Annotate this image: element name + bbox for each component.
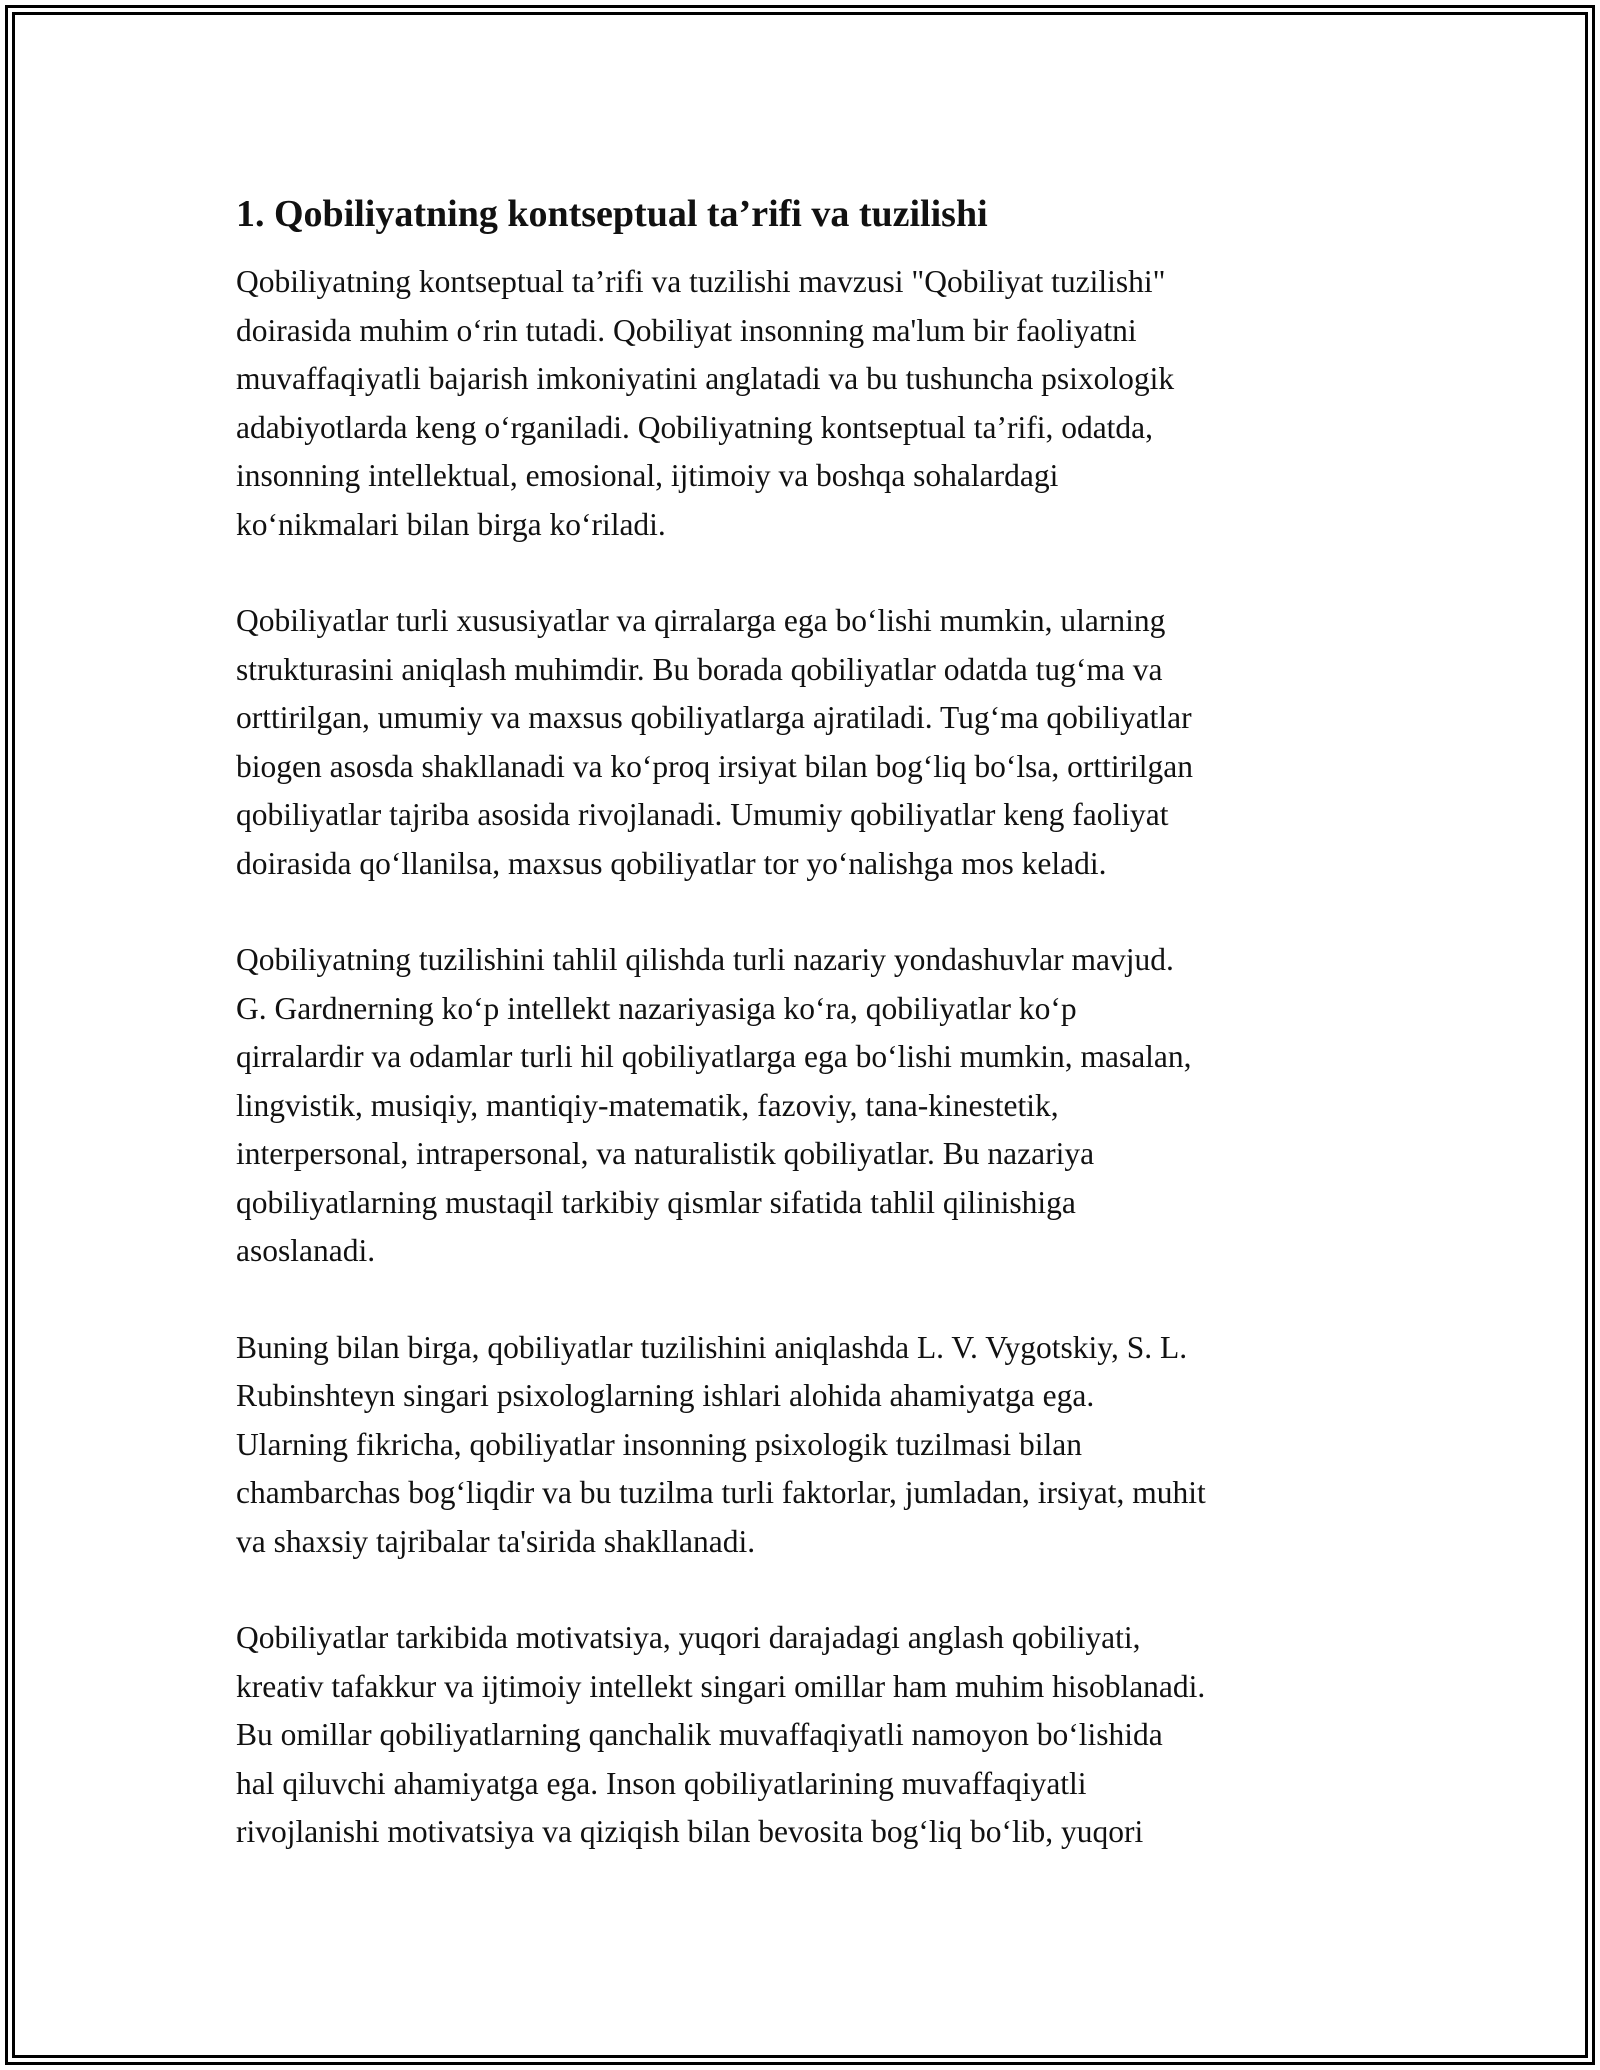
- text-line: qobiliyatlar tajriba asosida rivojlanadi. Umumiy qobiliyatlar keng faoliyat: [236, 797, 1169, 832]
- text-line: doirasida qo‘llanilsa, maxsus qobiliyatlar tor yo‘nalishga mos keladi.: [236, 845, 1107, 881]
- text-line: qirralardir va odamlar turli hil qobiliyatlarga ega bo‘lishi mumkin, masalan,: [236, 1039, 1192, 1074]
- text-line: Ularning fikricha, qobiliyatlar insonning psixologik tuzilmasi bilan: [236, 1426, 1082, 1462]
- text-line: insonning intellektual, emosional, ijtimoiy va boshqa sohalardagi: [236, 458, 1059, 493]
- text-line: rivojlanishi motivatsiya va qiziqish bilan bevosita bog‘liq bo‘lib, yuqori: [236, 1814, 1144, 1849]
- text-line: asoslanadi.: [236, 1233, 376, 1268]
- paragraph-5: [236, 1614, 1376, 1857]
- text-line: G. Gardnerning ko‘p intellekt nazariyasiga ko‘ra, qobiliyatlar ko‘p: [236, 990, 1077, 1026]
- paragraph-4: [236, 1324, 1376, 1567]
- text-line: lingvistik, musiqiy, mantiqiy-matematik, fazoviy, tana-kinestetik,: [236, 1087, 1059, 1123]
- text-line: biogen asosda shakllanadi va ko‘proq irsiyat bilan bog‘liq bo‘lsa, orttirilgan: [236, 748, 1194, 784]
- text-line: orttirilgan, umumiy va maxsus qobiliyatlarga ajratiladi. Tug‘ma qobiliyatlar: [236, 700, 1192, 735]
- text-line: Qobiliyatning kontseptual ta’rifi va tuzilishi mavzusi "Qobiliyat tuzilishi": [236, 264, 1166, 299]
- text-line: Qobiliyatlar turli xususiyatlar va qirralarga ega bo‘lishi mumkin, ularning: [236, 603, 1166, 638]
- text-line: va shaxsiy tajribalar ta'sirida shakllanadi.: [236, 1523, 756, 1559]
- text-line: Bu omillar qobiliyatlarning qanchalik muvaffaqiyatli namoyon bo‘lishida: [236, 1717, 1163, 1752]
- text-line: kreativ tafakkur va ijtimoiy intellekt singari omillar ham muhim hisoblanadi.: [236, 1668, 1206, 1704]
- text-line: interpersonal, intrapersonal, va naturalistik qobiliyatlar. Bu nazariya: [236, 1136, 1095, 1171]
- text-line: Rubinshteyn singari psixologlarning ishlari alohida ahamiyatga ega.: [236, 1378, 1095, 1413]
- text-line: chambarchas bog‘liqdir va bu tuzilma turli faktorlar, jumladan, irsiyat, muhit: [236, 1475, 1206, 1510]
- text-line: Buning bilan birga, qobiliyatlar tuzilishini aniqlashda L. V. Vygotskiy, S. L.: [236, 1329, 1188, 1365]
- text-line: Qobiliyatning tuzilishini tahlil qilishda turli nazariy yondashuvlar mavjud.: [236, 942, 1174, 977]
- document-body: [236, 188, 1376, 1905]
- text-line: adabiyotlarda keng o‘rganiladi. Qobiliyatning kontseptual ta’rifi, odatda,: [236, 409, 1154, 445]
- paragraph-1: [236, 258, 1376, 549]
- section-heading: 1. Qobiliyatning kontseptual ta’rifi va tuzilishi: [236, 193, 988, 235]
- paragraph-3: [236, 936, 1376, 1276]
- text-line: muvaffaqiyatli bajarish imkoniyatini anglatadi va bu tushuncha psixologik: [236, 361, 1175, 396]
- paragraph-2: [236, 597, 1376, 888]
- text-line: doirasida muhim o‘rin tutadi. Qobiliyat insonning ma'lum bir faoliyatni: [236, 312, 1137, 348]
- text-line: qobiliyatlarning mustaqil tarkibiy qismlar sifatida tahlil qilinishiga: [236, 1184, 1076, 1220]
- text-line: strukturasini aniqlash muhimdir. Bu borada qobiliyatlar odatda tug‘ma va: [236, 651, 1163, 687]
- text-line: Qobiliyatlar tarkibida motivatsiya, yuqori darajadagi anglash qobiliyati,: [236, 1620, 1141, 1655]
- text-line: ko‘nikmalari bilan birga ko‘riladi.: [236, 506, 666, 542]
- text-line: hal qiluvchi ahamiyatga ega. Inson qobiliyatlarining muvaffaqiyatli: [236, 1765, 1087, 1801]
